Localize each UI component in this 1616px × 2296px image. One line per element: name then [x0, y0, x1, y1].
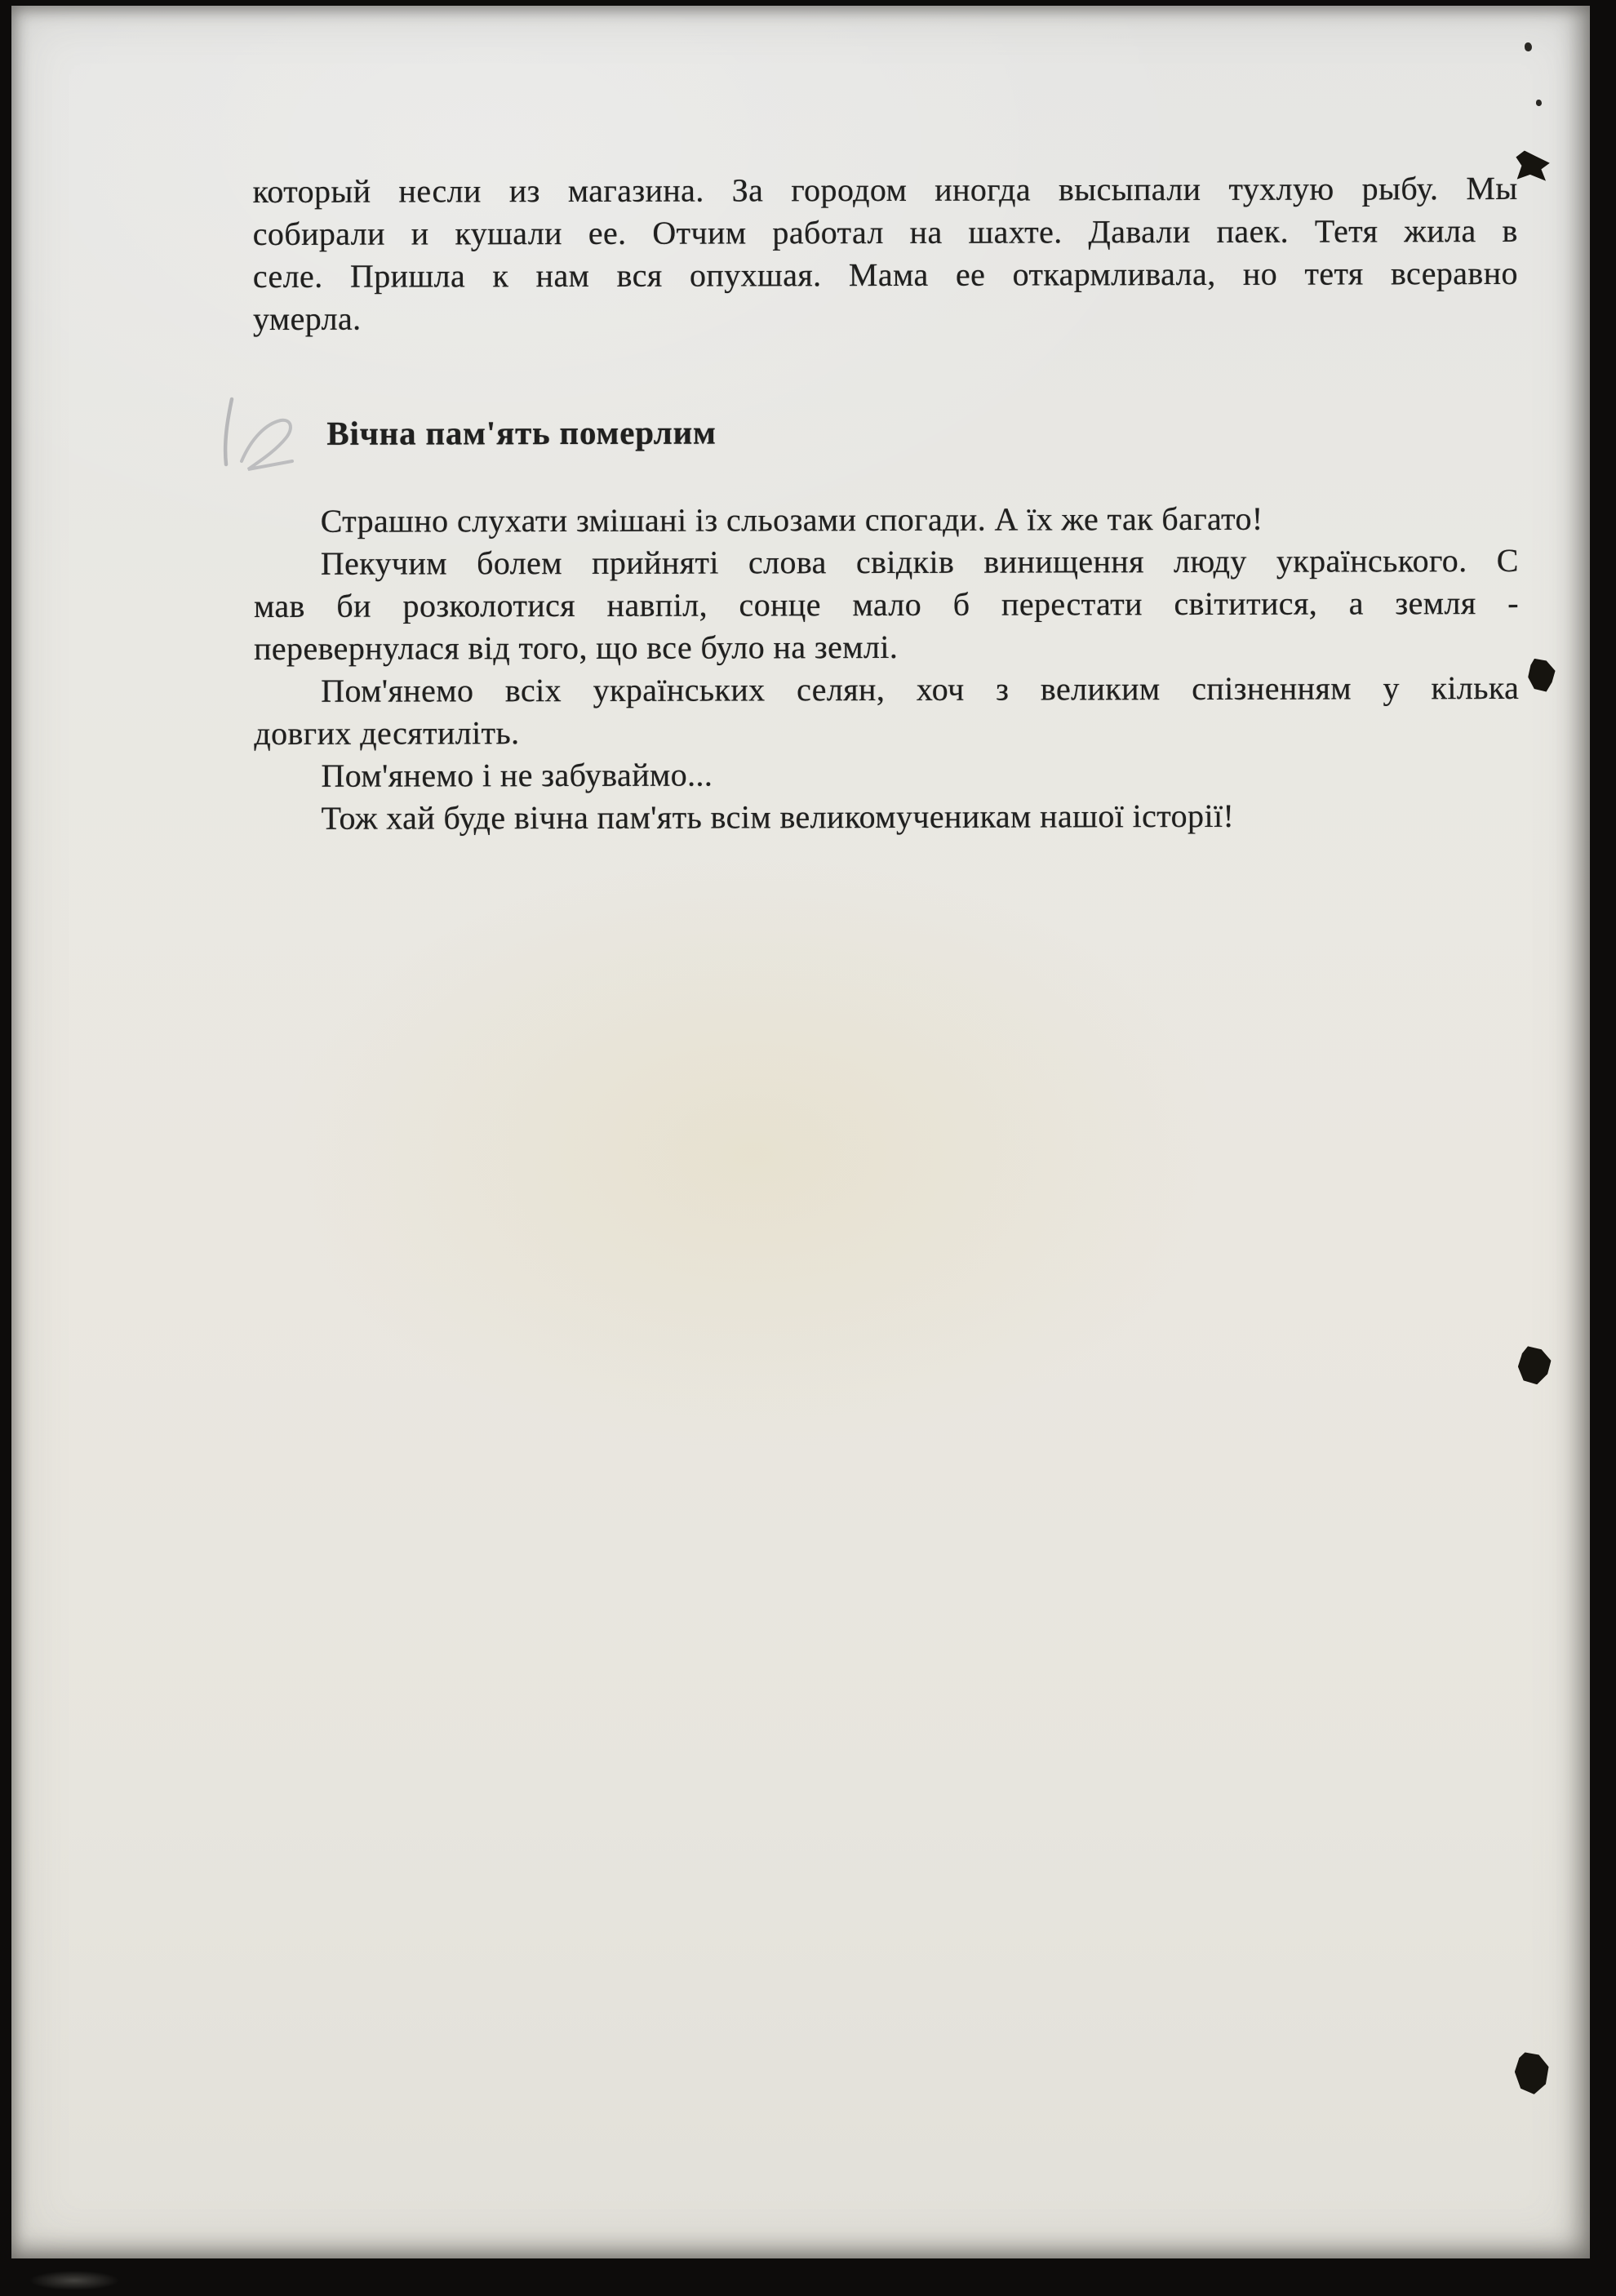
text-line: Страшно слухати змішані із сльозами спогади. А їх же так багато! — [320, 500, 1263, 540]
text-line: довгих десятиліть. — [254, 714, 520, 752]
scanned-page — [11, 6, 1590, 2258]
text-line: Тож хай буде вічна пам'ять всім великомученикам нашої історії! — [321, 797, 1235, 837]
text-line: умерла. — [252, 300, 362, 337]
text-line: собирали и кушали ее. Отчим работал на шахте. Давали паек. Тетя жила в — [252, 211, 1518, 252]
text-line: который несли из магазина. За городом иногда высыпали тухлую рыбу. Мы — [252, 169, 1518, 210]
scanner-smudge — [29, 2271, 119, 2290]
text-line: Пекучим болем прийняті слова свідків винищення люду українського. С — [320, 541, 1519, 582]
text-line: Пом'янемо всіх українських селян, хоч з великим спізненням у кілька — [321, 668, 1520, 709]
text-block — [252, 2, 1523, 2258]
section-heading: Вічна пам'ять померлим — [326, 413, 717, 452]
text-line: Пом'янемо і не забуваймо... — [321, 756, 713, 794]
ink-speck — [1525, 42, 1532, 51]
ink-speck — [1536, 100, 1542, 106]
text-line: перевернулася від того, що все було на землі. — [254, 628, 899, 667]
text-line: селе. Пришла к нам вся опухшая. Мама ее откармливала, но тетя всеравно — [252, 254, 1518, 295]
text-line: мав би розколотися навпіл, сонце мало б перестати світитися, а земля - — [253, 584, 1519, 624]
